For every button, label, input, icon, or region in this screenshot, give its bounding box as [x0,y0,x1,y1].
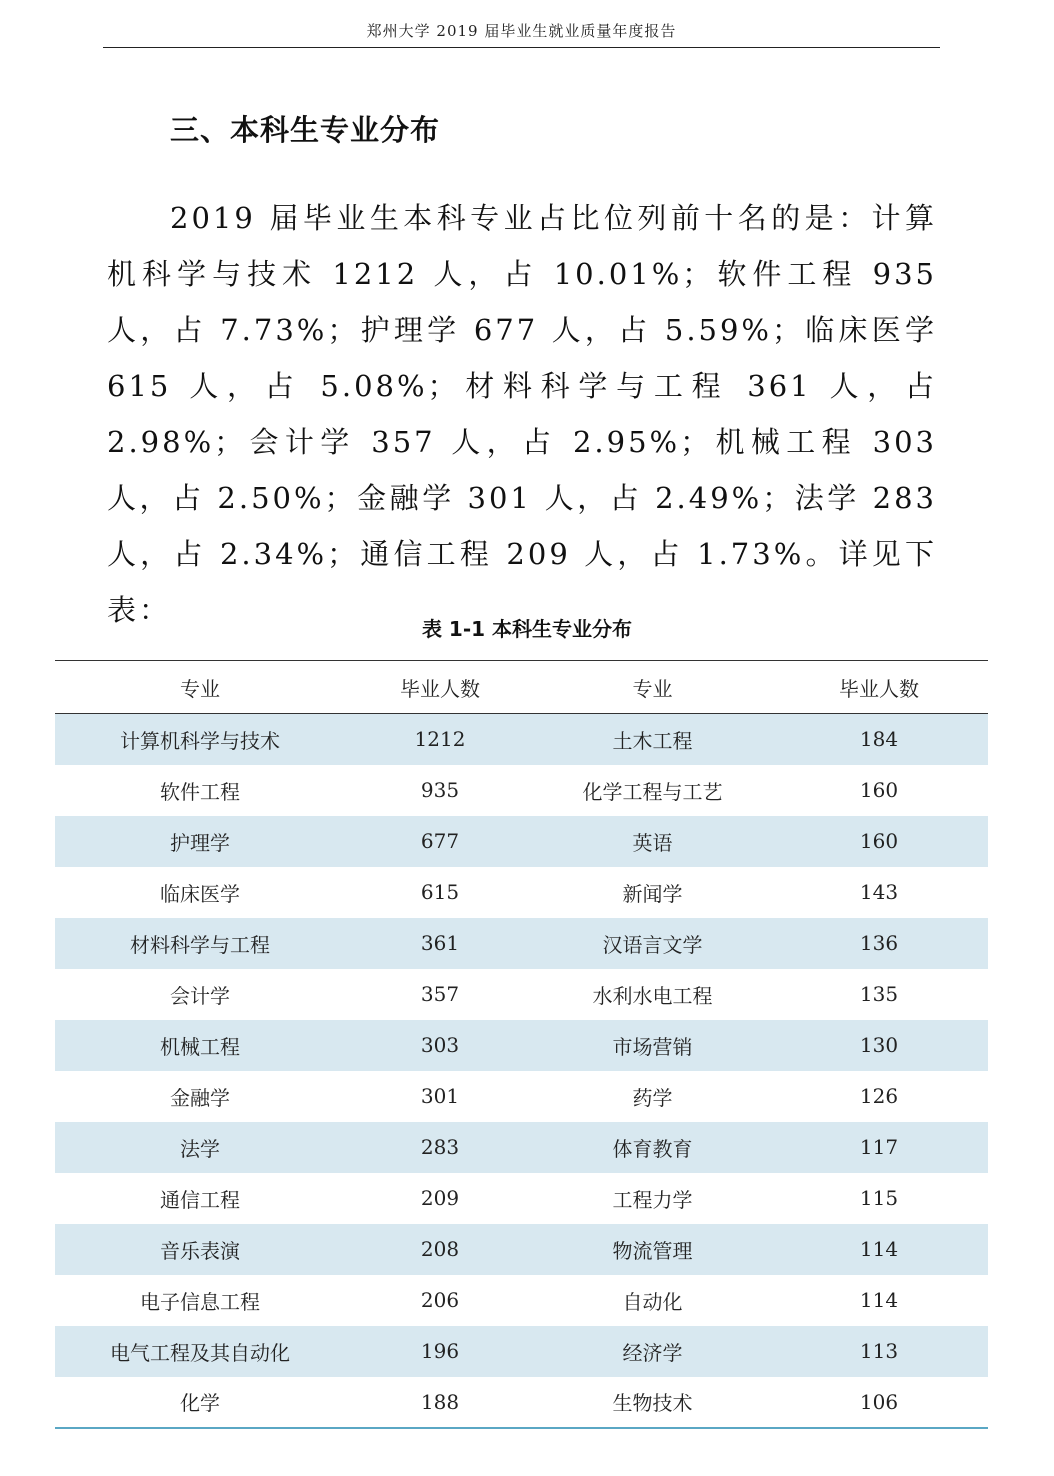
table-caption: 表 1-1 本科生专业分布 [421,617,633,641]
major-name-cell: 物流管理 [612,1238,693,1263]
major-name-cell: 体育教育 [612,1136,693,1161]
table-row [55,714,988,765]
major-name-cell: 软件工程 [160,779,240,804]
column-header: 毕业人数 [839,676,919,701]
table-row [55,1173,988,1224]
major-name-cell: 法学 [180,1136,220,1161]
table-row [55,867,988,918]
table-row [55,969,988,1020]
major-name-cell: 护理学 [170,830,230,855]
graduate-count-cell: 114 [859,1288,899,1312]
major-name-cell: 机械工程 [160,1034,240,1059]
major-name-cell: 市场营销 [612,1034,693,1059]
table-row [55,1224,988,1275]
table-row [55,765,988,816]
table-row [55,816,988,867]
table-header-row [55,661,988,714]
graduate-count-cell: 126 [859,1084,899,1108]
major-name-cell: 药学 [632,1085,673,1110]
graduate-count-cell: 130 [859,1033,899,1057]
major-name-cell: 汉语言文学 [602,932,703,957]
major-name-cell: 计算机科学与技术 [120,728,280,753]
graduate-count-cell: 184 [859,727,899,752]
major-name-cell: 金融学 [170,1085,230,1110]
graduate-count-cell: 135 [859,982,899,1006]
major-name-cell: 新闻学 [622,881,683,906]
major-name-cell: 音乐表演 [160,1238,240,1263]
graduate-count-cell: 188 [420,1389,460,1414]
page-header: 郑州大学 2019 届毕业生就业质量年度报告 [103,18,940,48]
graduate-count-cell: 113 [859,1339,899,1363]
graduate-count-cell: 361 [420,931,460,955]
table-row [55,918,988,969]
major-name-cell: 化学工程与工艺 [582,779,723,804]
column-header: 专业 [632,676,673,701]
major-name-cell: 生物技术 [612,1391,693,1415]
graduate-count-cell: 1212 [414,727,466,752]
graduate-count-cell: 357 [420,982,460,1006]
table-row [55,1326,988,1377]
graduate-count-cell: 136 [859,931,899,955]
intro-paragraph: 2019 届毕业生本科专业占比位列前十名的是：计算机科学与技术 1212 人，占 10.01%；软件工程 935 人，占 7.73%；护理学 677 人，占 5.59%；临床医学 615 人，占 5.08%；材料科学与工程 361 人，占 2.98%；会计学 357 人，占 2.95%；机械工程 303 人，占 2.50%；金融学 301 人，占 2.49%；法学 283 人，占 2.34%；通信工程 209 人，占 1.73%。详见下表： [107,201,937,627]
graduate-count-cell: 301 [420,1084,460,1108]
graduate-count-cell: 106 [859,1389,899,1414]
graduate-count-cell: 615 [420,880,460,904]
graduate-count-cell: 114 [859,1237,899,1261]
graduate-count-cell: 143 [859,880,899,904]
major-name-cell: 水利水电工程 [592,983,713,1008]
section-title: 三、本科生专业分布 [170,113,441,147]
graduate-count-cell: 206 [420,1288,460,1312]
graduate-count-cell: 208 [420,1237,460,1261]
graduate-count-cell: 209 [420,1186,460,1210]
graduate-count-cell: 160 [859,829,899,853]
graduate-count-cell: 935 [420,778,460,802]
major-name-cell: 工程力学 [612,1187,693,1212]
graduate-count-cell: 196 [420,1339,460,1363]
graduate-count-cell: 677 [420,829,460,853]
graduate-count-cell: 115 [859,1186,899,1210]
table-row [55,1122,988,1173]
graduate-count-cell: 160 [859,778,899,802]
table-row [55,1377,988,1428]
table-row [55,1275,988,1326]
major-name-cell: 电子信息工程 [140,1289,260,1314]
graduate-count-cell: 283 [420,1135,460,1159]
column-header: 专业 [180,676,220,701]
graduate-count-cell: 303 [420,1033,460,1057]
table-row [55,1071,988,1122]
major-name-cell: 电气工程及其自动化 [110,1340,290,1365]
major-name-cell: 经济学 [622,1340,683,1365]
major-distribution-table [55,660,988,1429]
major-name-cell: 化学 [180,1391,220,1415]
major-name-cell: 通信工程 [160,1187,240,1212]
graduate-count-cell: 117 [859,1135,899,1159]
major-name-cell: 自动化 [622,1289,683,1314]
major-name-cell: 土木工程 [612,728,693,753]
major-name-cell: 英语 [632,830,673,855]
major-name-cell: 会计学 [170,983,230,1008]
column-header: 毕业人数 [400,676,480,701]
major-name-cell: 临床医学 [160,881,240,906]
table-row [55,1020,988,1071]
major-name-cell: 材料科学与工程 [130,932,270,957]
